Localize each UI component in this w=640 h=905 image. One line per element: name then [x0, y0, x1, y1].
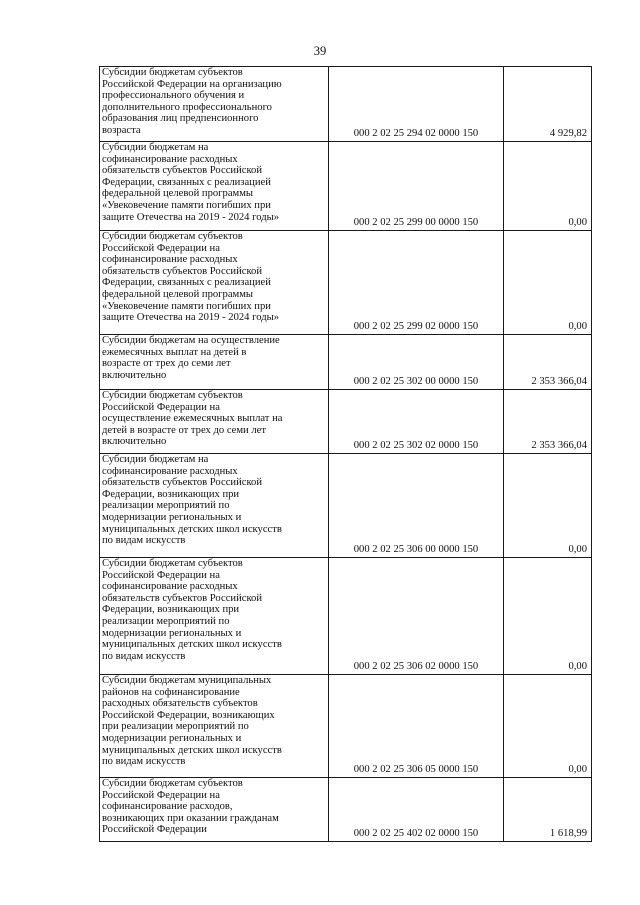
- row-amount: 2 353 366,04: [504, 335, 592, 390]
- page-number: 39: [313, 44, 327, 58]
- row-description: Субсидии бюджетам муниципальных районов на софинансирование расходных обязательств субъектов Российской Федерации, возникающих при реализации мероприятий по модернизации региональных и муниципальных детских школ искусств по видам искусств: [100, 675, 329, 778]
- row-description: Субсидии бюджетам субъектов Российской Федерации на организацию профессионального обучения и дополнительного профессионального образования лиц предпенсионного возраста: [100, 67, 329, 142]
- row-amount: 0,00: [504, 675, 592, 778]
- row-amount: 0,00: [504, 454, 592, 558]
- row-amount: 0,00: [504, 558, 592, 675]
- row-budget-code: 000 2 02 25 302 02 0000 150: [329, 390, 504, 454]
- row-description: Субсидии бюджетам субъектов Российской Федерации на софинансирование расходных обязательств субъектов Российской Федерации, связанных с реализацией федеральной целевой программы «Увековечение памяти погибших при защите Отечества на 2019 - 2024 годы»: [100, 231, 329, 335]
- table-row: [100, 778, 592, 842]
- row-amount: 4 929,82: [504, 67, 592, 142]
- row-description: Субсидии бюджетам на осуществление ежемесячных выплат на детей в возрасте от трех до семи лет включительно: [100, 335, 329, 390]
- table-row: [100, 142, 592, 231]
- row-budget-code: 000 2 02 25 294 02 0000 150: [329, 67, 504, 142]
- row-description: Субсидии бюджетам на софинансирование расходных обязательств субъектов Российской Федерации, возникающих при реализации мероприятий по модернизации региональных и муниципальных детских школ искусств по видам искусств: [100, 454, 329, 558]
- table-row: [100, 454, 592, 558]
- row-description: Субсидии бюджетам субъектов Российской Федерации на софинансирование расходов, возникающих при оказании гражданам Российской Федерации: [100, 778, 329, 842]
- table-row: [100, 231, 592, 335]
- table-row: [100, 67, 592, 142]
- row-description: Субсидии бюджетам субъектов Российской Федерации на осуществление ежемесячных выплат на детей в возрасте от трех до семи лет включительно: [100, 390, 329, 454]
- row-budget-code: 000 2 02 25 299 00 0000 150: [329, 142, 504, 231]
- row-budget-code: 000 2 02 25 299 02 0000 150: [329, 231, 504, 335]
- row-budget-code: 000 2 02 25 302 00 0000 150: [329, 335, 504, 390]
- row-description: Субсидии бюджетам субъектов Российской Федерации на софинансирование расходных обязательств субъектов Российской Федерации, возникающих при реализации мероприятий по модернизации региональных и муниципальных детских школ искусств по видам искусств: [100, 558, 329, 675]
- row-description: Субсидии бюджетам на софинансирование расходных обязательств субъектов Российской Федерации, связанных с реализацией федеральной целевой программы «Увековечение памяти погибших при защите Отечества на 2019 - 2024 годы»: [100, 142, 329, 231]
- row-budget-code: 000 2 02 25 402 02 0000 150: [329, 778, 504, 842]
- table-row: [100, 558, 592, 675]
- table-row: [100, 675, 592, 778]
- row-amount: 1 618,99: [504, 778, 592, 842]
- row-budget-code: 000 2 02 25 306 00 0000 150: [329, 454, 504, 558]
- row-amount: 0,00: [504, 142, 592, 231]
- row-budget-code: 000 2 02 25 306 02 0000 150: [329, 558, 504, 675]
- budget-table-body: [100, 67, 592, 842]
- table-row: [100, 390, 592, 454]
- row-amount: 0,00: [504, 231, 592, 335]
- row-budget-code: 000 2 02 25 306 05 0000 150: [329, 675, 504, 778]
- row-amount: 2 353 366,04: [504, 390, 592, 454]
- budget-table: [99, 66, 592, 842]
- table-row: [100, 335, 592, 390]
